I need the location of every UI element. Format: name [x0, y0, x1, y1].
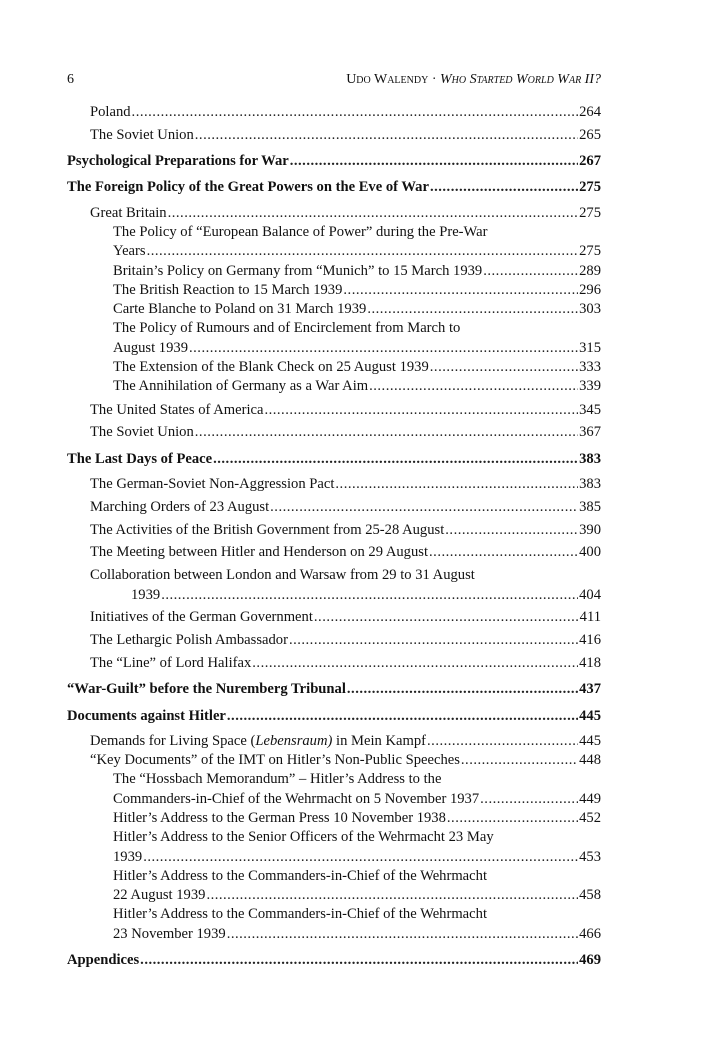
- toc-row: [67, 951, 601, 970]
- toc-title: Years: [113, 243, 146, 260]
- toc-section[interactable]: [67, 401, 601, 420]
- toc-page-number: 411: [579, 609, 601, 626]
- toc-page-number: 404: [579, 586, 601, 603]
- toc-row: [113, 848, 601, 867]
- toc-subsection[interactable]: [67, 300, 601, 319]
- dot-leader: [480, 790, 578, 809]
- running-header: [67, 72, 601, 92]
- dot-leader: [427, 732, 578, 751]
- toc-title: The German-Soviet Non-Aggression Pact: [90, 476, 335, 493]
- toc-title: 1939: [113, 848, 143, 865]
- toc-section[interactable]: [67, 103, 601, 122]
- toc-section[interactable]: [67, 608, 601, 627]
- toc-row: [90, 475, 601, 494]
- toc-title: The Extension of the Blank Check on 25 August 1939: [113, 359, 429, 376]
- toc-title: 23 November 1939: [113, 925, 226, 942]
- toc-page-number: 315: [579, 339, 601, 356]
- toc-page-number: 383: [579, 450, 601, 467]
- dot-leader: [461, 751, 578, 770]
- dot-leader: [430, 178, 578, 197]
- dot-leader: [132, 103, 579, 122]
- toc-row: [113, 790, 601, 809]
- toc-page-number: 400: [579, 544, 601, 561]
- toc-row: [113, 242, 601, 261]
- toc-title: 22 August 1939: [113, 887, 206, 904]
- toc-title: “War-Guilt” before the Nuremberg Tribunal: [67, 681, 346, 698]
- toc-title-line: The Policy of “European Balance of Power” during the Pre-War: [113, 223, 488, 240]
- dot-leader: [483, 262, 578, 281]
- toc-title: The “Line” of Lord Halifax: [90, 654, 252, 671]
- toc-subsection[interactable]: [67, 281, 601, 300]
- toc-title-line: Hitler’s Address to the Commanders-in-Chief of the Wehrmacht: [113, 906, 487, 923]
- toc-page-number: 418: [579, 654, 601, 671]
- toc-title-line: The “Hossbach Memorandum” – Hitler’s Address to the: [113, 771, 442, 788]
- toc-page-number: 264: [579, 104, 601, 120]
- dot-leader: [290, 152, 578, 171]
- toc-row: [113, 339, 601, 358]
- table-of-contents: [67, 103, 601, 976]
- dot-leader: [252, 654, 578, 673]
- toc-title: August 1939: [113, 339, 188, 356]
- running-title: [346, 72, 601, 88]
- toc-title-line: The Policy of Rumours and of Encirclement from March to: [113, 320, 461, 337]
- page-number: 6: [67, 72, 74, 87]
- author-name: Udo Walendy: [346, 72, 429, 87]
- dot-leader: [213, 450, 578, 469]
- header-separator: ·: [428, 72, 440, 87]
- toc-title: “Key Documents” of the IMT on Hitler’s Non-Public Speeches: [90, 752, 460, 769]
- toc-row: [90, 401, 601, 420]
- toc-row: [67, 152, 601, 171]
- toc-title: Marching Orders of 23 August: [90, 498, 270, 515]
- toc-page-number: 383: [579, 476, 601, 493]
- toc-row: [67, 178, 601, 197]
- toc-subsection[interactable]: [67, 905, 601, 944]
- toc-page-number: 345: [579, 401, 601, 418]
- dot-leader: [206, 886, 578, 905]
- toc-page-number: 339: [579, 378, 601, 395]
- dot-leader: [445, 521, 578, 540]
- toc-page-number: 458: [579, 887, 601, 904]
- toc-row: [90, 608, 601, 627]
- toc-subsection[interactable]: [67, 867, 601, 906]
- dot-leader: [140, 951, 578, 970]
- dot-leader: [270, 498, 578, 517]
- dot-leader: [314, 608, 579, 627]
- toc-row: [113, 281, 601, 300]
- toc-subsection[interactable]: [67, 262, 601, 281]
- toc-section[interactable]: [67, 566, 601, 605]
- toc-page-number: 333: [579, 359, 601, 376]
- dot-leader: [195, 423, 578, 442]
- dot-leader: [429, 543, 578, 562]
- toc-row: [90, 423, 601, 442]
- dot-leader: [430, 358, 578, 377]
- toc-row: [90, 543, 601, 562]
- dot-leader: [147, 242, 579, 261]
- dot-leader: [447, 809, 578, 828]
- toc-chapter[interactable]: [67, 450, 601, 469]
- toc-page-number: 452: [579, 810, 601, 826]
- toc-row: [67, 450, 601, 469]
- toc-title: Psychological Preparations for War: [67, 153, 289, 170]
- toc-subsection[interactable]: [67, 377, 601, 396]
- toc-section[interactable]: [67, 204, 601, 223]
- dot-leader: [289, 631, 578, 650]
- toc-subsection[interactable]: [67, 828, 601, 867]
- dot-leader: [343, 281, 578, 300]
- toc-page-number: 448: [579, 752, 601, 769]
- toc-row: [67, 707, 601, 726]
- toc-subsection[interactable]: [67, 223, 601, 262]
- toc-row: [90, 498, 601, 517]
- toc-row: [113, 886, 601, 905]
- toc-title: The Annihilation of Germany as a War Aim: [113, 378, 369, 395]
- toc-page-number: 466: [579, 925, 601, 942]
- dot-leader: [264, 401, 578, 420]
- toc-title-part: in Mein Kampf: [332, 732, 427, 749]
- toc-page-number: 445: [579, 707, 601, 724]
- toc-row: [113, 300, 601, 319]
- toc-row: [113, 262, 601, 281]
- toc-page-number: 416: [579, 632, 601, 649]
- dot-leader: [168, 204, 579, 223]
- toc-title-line: Collaboration between London and Warsaw from 29 to 31 August: [90, 567, 475, 584]
- toc-chapter[interactable]: [67, 680, 601, 699]
- toc-title: The United States of America: [90, 401, 264, 418]
- toc-title-line: Hitler’s Address to the Commanders-in-Chief of the Wehrmacht: [113, 867, 487, 884]
- toc-row: [90, 521, 601, 540]
- toc-subsection[interactable]: [67, 319, 601, 358]
- toc-section[interactable]: [67, 732, 601, 751]
- toc-title: Initiatives of the German Government: [90, 609, 313, 626]
- toc-title: The Activities of the British Government from 25-28 August: [90, 521, 445, 538]
- toc-page-number: 275: [579, 179, 601, 196]
- toc-title: [90, 732, 426, 751]
- dot-leader: [195, 126, 578, 145]
- toc-title: Appendices: [67, 952, 140, 969]
- toc-title: 1939: [131, 586, 161, 603]
- toc-page-number: 296: [579, 281, 601, 298]
- toc-row: [67, 680, 601, 699]
- toc-page-number: 469: [579, 952, 601, 969]
- toc-page-number: 449: [579, 790, 601, 807]
- toc-chapter[interactable]: [67, 152, 601, 171]
- toc-row: [90, 204, 601, 223]
- toc-subsection[interactable]: [67, 770, 601, 809]
- dot-leader: [161, 586, 578, 605]
- toc-row: [90, 103, 601, 122]
- toc-page-number: 265: [579, 126, 601, 143]
- toc-title: The Soviet Union: [90, 126, 194, 143]
- toc-title-italic: Lebensraum): [255, 732, 333, 749]
- toc-row: [90, 631, 601, 650]
- toc-page-number: 275: [579, 243, 601, 260]
- toc-row: [113, 377, 601, 396]
- toc-section[interactable]: [67, 521, 601, 540]
- toc-title-part: Demands for Living Space (: [90, 732, 256, 749]
- toc-title: Documents against Hitler: [67, 707, 226, 724]
- toc-subsection[interactable]: [67, 358, 601, 377]
- toc-section[interactable]: [67, 423, 601, 442]
- toc-title: Great Britain: [90, 204, 167, 221]
- toc-row: [90, 126, 601, 145]
- toc-section[interactable]: [67, 631, 601, 650]
- toc-title: The British Reaction to 15 March 1939: [113, 281, 343, 298]
- dot-leader: [143, 848, 578, 867]
- toc-row: [90, 751, 601, 770]
- toc-page-number: 453: [579, 848, 601, 865]
- dot-leader: [367, 300, 578, 319]
- toc-row: [113, 925, 601, 944]
- toc-title: The Foreign Policy of the Great Powers on the Eve of War: [67, 179, 429, 196]
- toc-title: Hitler’s Address to the German Press 10 November 1938: [113, 810, 446, 826]
- toc-title: The Soviet Union: [90, 424, 194, 441]
- toc-chapter[interactable]: [67, 951, 601, 970]
- toc-section[interactable]: [67, 751, 601, 770]
- toc-page-number: 367: [579, 424, 601, 441]
- dot-leader: [189, 339, 578, 358]
- dot-leader: [227, 925, 578, 944]
- toc-title: Britain’s Policy on Germany from “Munich” to 15 March 1939: [113, 262, 483, 279]
- book-title: Who Started World War II?: [439, 72, 601, 87]
- toc-section[interactable]: [67, 126, 601, 145]
- toc-page-number: 289: [579, 262, 601, 279]
- toc-row: [113, 358, 601, 377]
- toc-title: Commanders-in-Chief of the Wehrmacht on 5 November 1937: [113, 790, 480, 807]
- toc-subsection[interactable]: [67, 809, 601, 828]
- toc-title: Poland: [90, 104, 131, 120]
- toc-chapter[interactable]: [67, 707, 601, 726]
- toc-title: The Last Days of Peace: [67, 450, 213, 467]
- toc-row: [90, 654, 601, 673]
- toc-section[interactable]: [67, 654, 601, 673]
- toc-chapter[interactable]: [67, 178, 601, 197]
- toc-section[interactable]: [67, 543, 601, 562]
- dot-leader: [347, 680, 578, 699]
- toc-row: [113, 809, 601, 828]
- dot-leader: [335, 475, 578, 494]
- toc-page-number: 437: [579, 681, 601, 698]
- toc-section[interactable]: [67, 498, 601, 517]
- toc-section[interactable]: [67, 475, 601, 494]
- dot-leader: [369, 377, 578, 396]
- toc-page-number: 445: [579, 732, 601, 749]
- toc-page-number: 390: [579, 521, 601, 538]
- toc-page-number: 303: [579, 301, 601, 318]
- toc-page-number: 385: [579, 498, 601, 515]
- toc-title: Carte Blanche to Poland on 31 March 1939: [113, 301, 367, 318]
- toc-title: The Meeting between Hitler and Henderson on 29 August: [90, 544, 429, 561]
- toc-page-number: 267: [579, 153, 601, 170]
- toc-title-line: Hitler’s Address to the Senior Officers of the Wehrmacht 23 May: [113, 829, 494, 846]
- toc-page-number: 275: [579, 204, 601, 221]
- dot-leader: [227, 707, 578, 726]
- toc-row: [90, 586, 601, 605]
- toc-title: The Lethargic Polish Ambassador: [90, 632, 288, 649]
- toc-row: [90, 732, 601, 751]
